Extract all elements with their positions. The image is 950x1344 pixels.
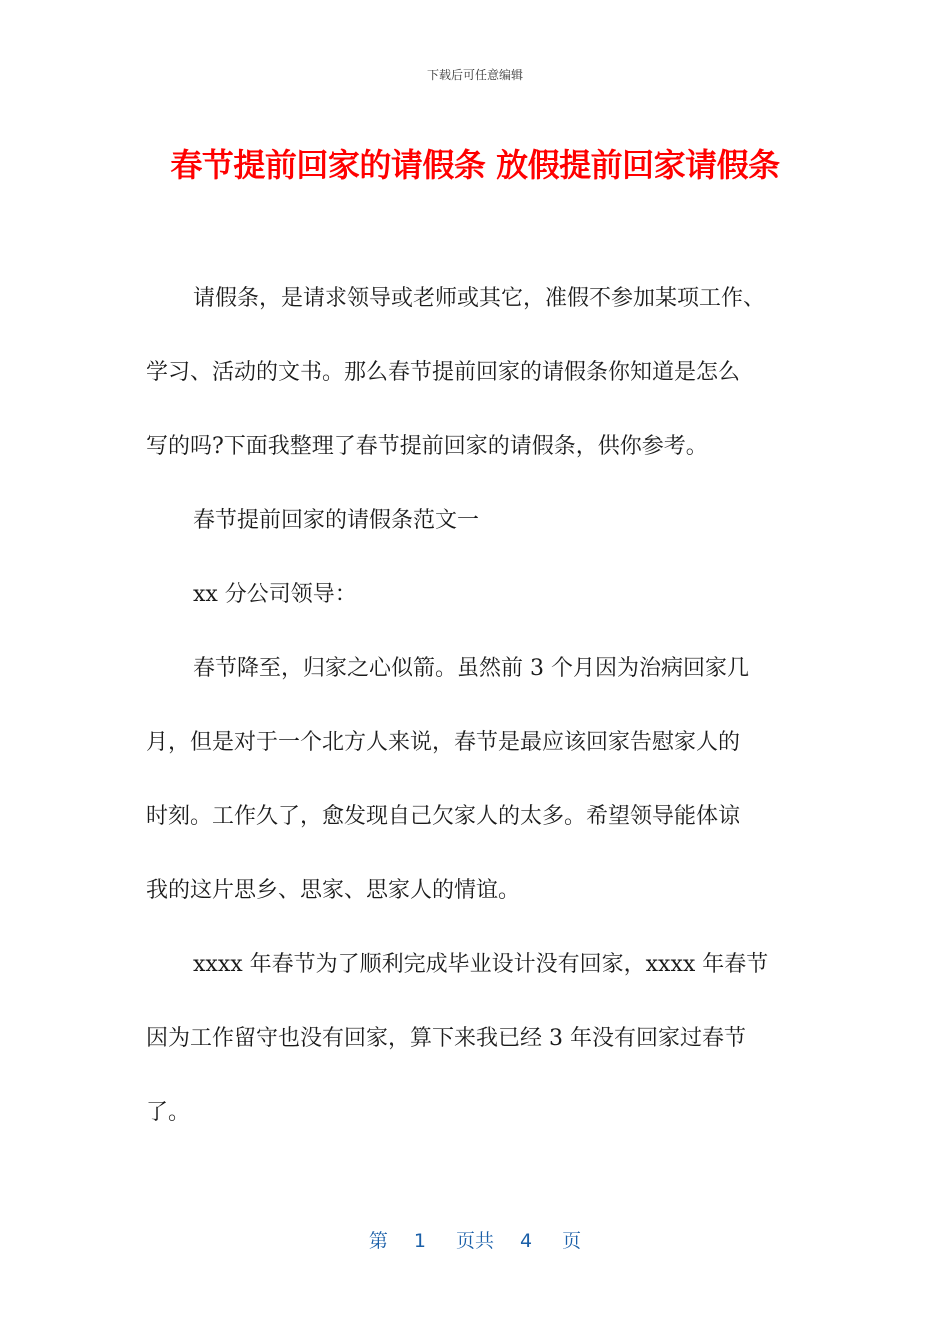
footer-suffix: 页 <box>562 1230 582 1252</box>
paragraph-sample-heading <box>146 502 806 576</box>
text-line: 春节降至，归家之心似箭。虽然前 3 个月因为治病回家几 <box>193 656 749 681</box>
footer-middle: 页共 <box>455 1230 494 1252</box>
footer-current-page: 1 <box>413 1230 426 1252</box>
text-line: 请假条，是请求领导或老师或其它，准假不参加某项工作、 <box>193 286 766 311</box>
page-footer <box>0 1226 950 1253</box>
paragraph-body-1 <box>146 650 806 946</box>
text-line: xx 分公司领导： <box>193 582 357 607</box>
document-title: 春节提前回家的请假条 放假提前回家请假条 <box>170 146 780 184</box>
text-line: 因为工作留守也没有回家，算下来我已经 3 年没有回家过春节 <box>146 1026 746 1051</box>
paragraph-body-2 <box>146 946 806 1131</box>
paragraph-salutation <box>146 576 806 650</box>
paragraph-intro <box>146 280 806 502</box>
footer-total-pages: 4 <box>520 1230 533 1252</box>
text-line: 月，但是对于一个北方人来说，春节是最应该回家告慰家人的 <box>146 730 741 755</box>
text-line: xxxx 年春节为了顺利完成毕业设计没有回家，xxxx 年春节 <box>193 952 769 977</box>
text-line: 时刻。工作久了，愈发现自己欠家人的太多。希望领导能体谅 <box>146 804 741 829</box>
text-line: 学习、活动的文书。那么春节提前回家的请假条你知道是怎么 <box>146 360 741 385</box>
header-note: 下载后可任意编辑 <box>426 68 523 82</box>
footer-prefix: 第 <box>368 1230 388 1252</box>
text-line: 我的这片思乡、思家、思家人的情谊。 <box>146 878 521 903</box>
text-line: 写的吗?下面我整理了春节提前回家的请假条，供你参考。 <box>146 434 708 459</box>
text-line: 了。 <box>146 1100 191 1125</box>
document-body <box>146 280 806 1131</box>
text-line: 春节提前回家的请假条范文一 <box>193 508 480 533</box>
